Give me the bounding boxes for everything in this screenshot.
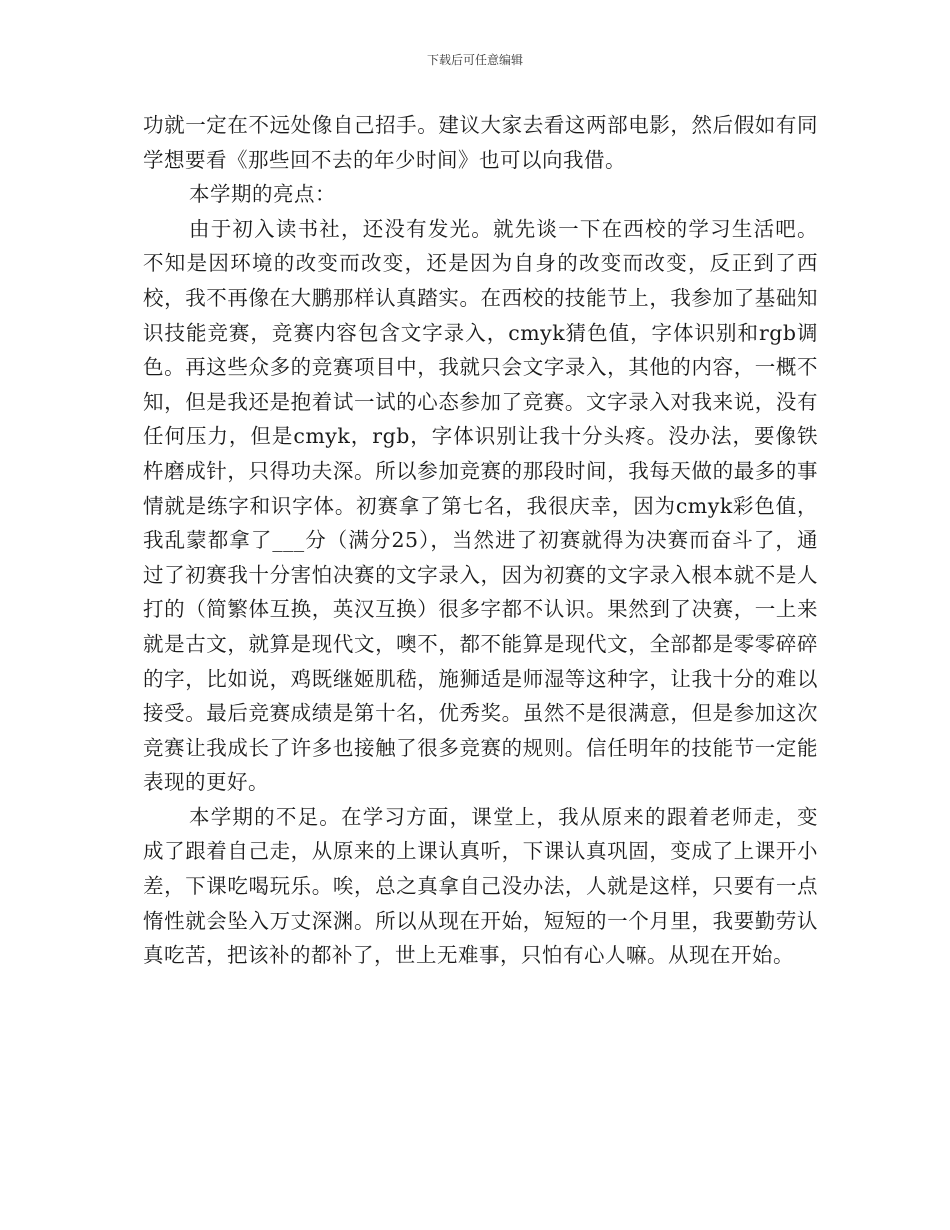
paragraph-highlights: 由于初入读书社，还没有发光。就先谈一下在西校的学习生活吧。不知是因环境的改变而改变，还是因为自身的改变而改变，反正到了西校，我不再像在大鹏那样认真踏实。在西校的技能节上，我参加了基础知识技能竞赛，竞赛内容包含文字录入，cmyk猜色值，字体识别和rgb调色。再这些众多的竞赛项目中，我就只会文字录入，其他的内容，一概不知，但是我还是抱着试一试的心态参加了竞赛。文字录入对我来说，没有任何压力，但是cmyk，rgb，字体识别让我十分头疼。没办法，要像铁杵磨成针，只得功夫深。所以参加竞赛的那段时间，我每天做的最多的事情就是练字和识字体。初赛拿了第七名，我很庆幸，因为cmyk彩色值，我乱蒙都拿了___分（满分25），当然进了初赛就得为决赛而奋斗了，通过了初赛我十分害怕决赛的文字录入，因为初赛的文字录入根本就不是人打的（简繁体互换，英汉互换）很多字都不认识。果然到了决赛，一上来就是古文，就算是现代文，噢不，都不能算是现代文，全部都是零零碎碎的字，比如说，鸡既继姬肌嵇，施狮适是师湿等这种字，让我十分的难以接受。最后竞赛成绩是第十名，优秀奖。虽然不是很满意，但是参加这次竞赛让我成长了许多也接触了很多竞赛的规则。信任明年的技能节一定能表现的更好。 [143, 216, 818, 795]
page-header: 下载后可任意编辑 [426, 53, 523, 67]
document-body [143, 108, 818, 973]
paragraph-highlights-heading: 本学期的亮点： [189, 182, 336, 207]
paragraph-shortcomings: 本学期的不足。在学习方面，课堂上，我从原来的跟着老师走，变成了跟着自己走，从原来的上课认真听，下课认真巩固，变成了上课开小差，下课吃喝玩乐。唉，总之真拿自己没办法，人就是这样，只要有一点惰性就会坠入万丈深渊。所以从现在开始，短短的一个月里，我要勤劳认真吃苦，把该补的都补了，世上无难事，只怕有心人嘛。从现在开始。 [143, 804, 818, 968]
paragraph-continuation: 功就一定在不远处像自己招手。建议大家去看这两部电影，然后假如有同学想要看《那些回不去的年少时间》也可以向我借。 [143, 113, 818, 172]
